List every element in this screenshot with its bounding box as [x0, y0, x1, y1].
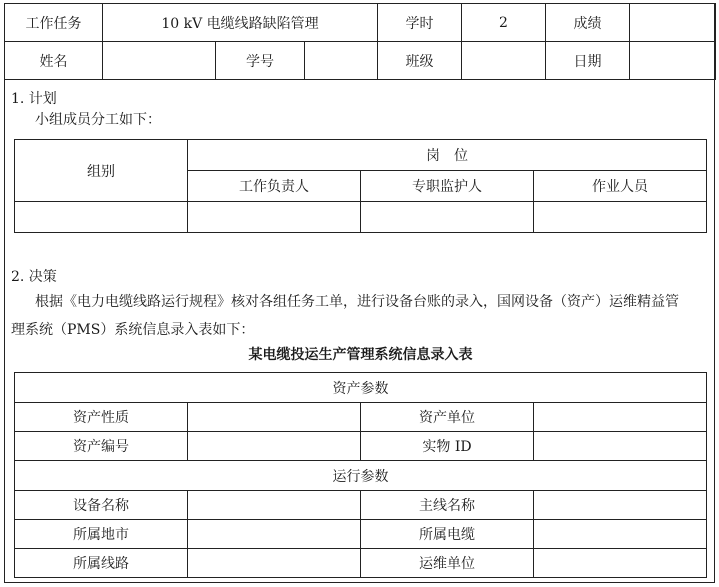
plan-intro: 小组成员分工如下： [35, 112, 161, 128]
score-label: 成绩 [546, 4, 630, 42]
plan-title: 1. 计划 [11, 91, 57, 107]
hours-value[interactable]: 2 [462, 4, 546, 42]
info-table-caption: 某电缆投运生产管理系统信息录入表 [248, 347, 473, 363]
line-value[interactable] [188, 549, 361, 578]
role-supervisor: 专职监护人 [361, 171, 534, 202]
header-row-task [5, 4, 716, 42]
decision-paragraph-line1: 根据《电力电缆线路运行规程》核对各组任务工单，进行设备台账的录入，国网设备（资产）运维精益管 [35, 294, 679, 310]
run-params-row [15, 461, 707, 491]
role-leader: 工作负责人 [188, 171, 361, 202]
city-label: 所属地市 [15, 520, 188, 549]
group-cell[interactable] [15, 202, 188, 233]
group-label: 组别 [15, 140, 188, 202]
plan-table [14, 139, 707, 233]
asset-params-label: 资产参数 [15, 373, 707, 403]
maintenance-unit-value[interactable] [534, 549, 707, 578]
worker-cell[interactable] [534, 202, 707, 233]
hours-label: 学时 [378, 4, 462, 42]
main-line-name-value[interactable] [534, 491, 707, 520]
position-label: 岗 位 [188, 140, 707, 171]
header-row-student [5, 42, 716, 80]
asset-unit-label: 资产单位 [361, 403, 534, 432]
leader-cell[interactable] [188, 202, 361, 233]
header-table [4, 3, 716, 80]
asset-unit-value[interactable] [534, 403, 707, 432]
class-label: 班级 [378, 42, 462, 80]
task-sheet [4, 3, 715, 583]
role-worker: 作业人员 [534, 171, 707, 202]
asset-nature-label: 资产性质 [15, 403, 188, 432]
name-label: 姓名 [5, 42, 103, 80]
physical-id-label: 实物 ID [361, 432, 534, 461]
cable-value[interactable] [534, 520, 707, 549]
asset-number-label: 资产编号 [15, 432, 188, 461]
device-name-value[interactable] [188, 491, 361, 520]
student-id-label: 学号 [216, 42, 305, 80]
cable-label: 所属电缆 [361, 520, 534, 549]
table-row [15, 432, 707, 461]
name-value[interactable] [103, 42, 216, 80]
asset-params-row [15, 373, 707, 403]
city-value[interactable] [188, 520, 361, 549]
student-id-value[interactable] [305, 42, 378, 80]
main-line-name-label: 主线名称 [361, 491, 534, 520]
date-value[interactable] [630, 42, 716, 80]
decision-paragraph-line2: 理系统（PMS）系统信息录入表如下： [11, 322, 255, 338]
table-row [15, 549, 707, 578]
table-row [15, 491, 707, 520]
task-value: 10 kV 电缆线路缺陷管理 [103, 4, 378, 42]
class-value[interactable] [462, 42, 546, 80]
score-value[interactable] [630, 4, 716, 42]
supervisor-cell[interactable] [361, 202, 534, 233]
table-row [15, 403, 707, 432]
plan-header-row [15, 140, 707, 171]
line-label: 所属线路 [15, 549, 188, 578]
asset-number-value[interactable] [188, 432, 361, 461]
date-label: 日期 [546, 42, 630, 80]
table-row [15, 520, 707, 549]
physical-id-value[interactable] [534, 432, 707, 461]
decision-title: 2. 决策 [11, 269, 57, 285]
maintenance-unit-label: 运维单位 [361, 549, 534, 578]
device-name-label: 设备名称 [15, 491, 188, 520]
run-params-label: 运行参数 [15, 461, 707, 491]
asset-nature-value[interactable] [188, 403, 361, 432]
info-table [14, 372, 707, 578]
plan-blank-row [15, 202, 707, 233]
task-label: 工作任务 [5, 4, 103, 42]
